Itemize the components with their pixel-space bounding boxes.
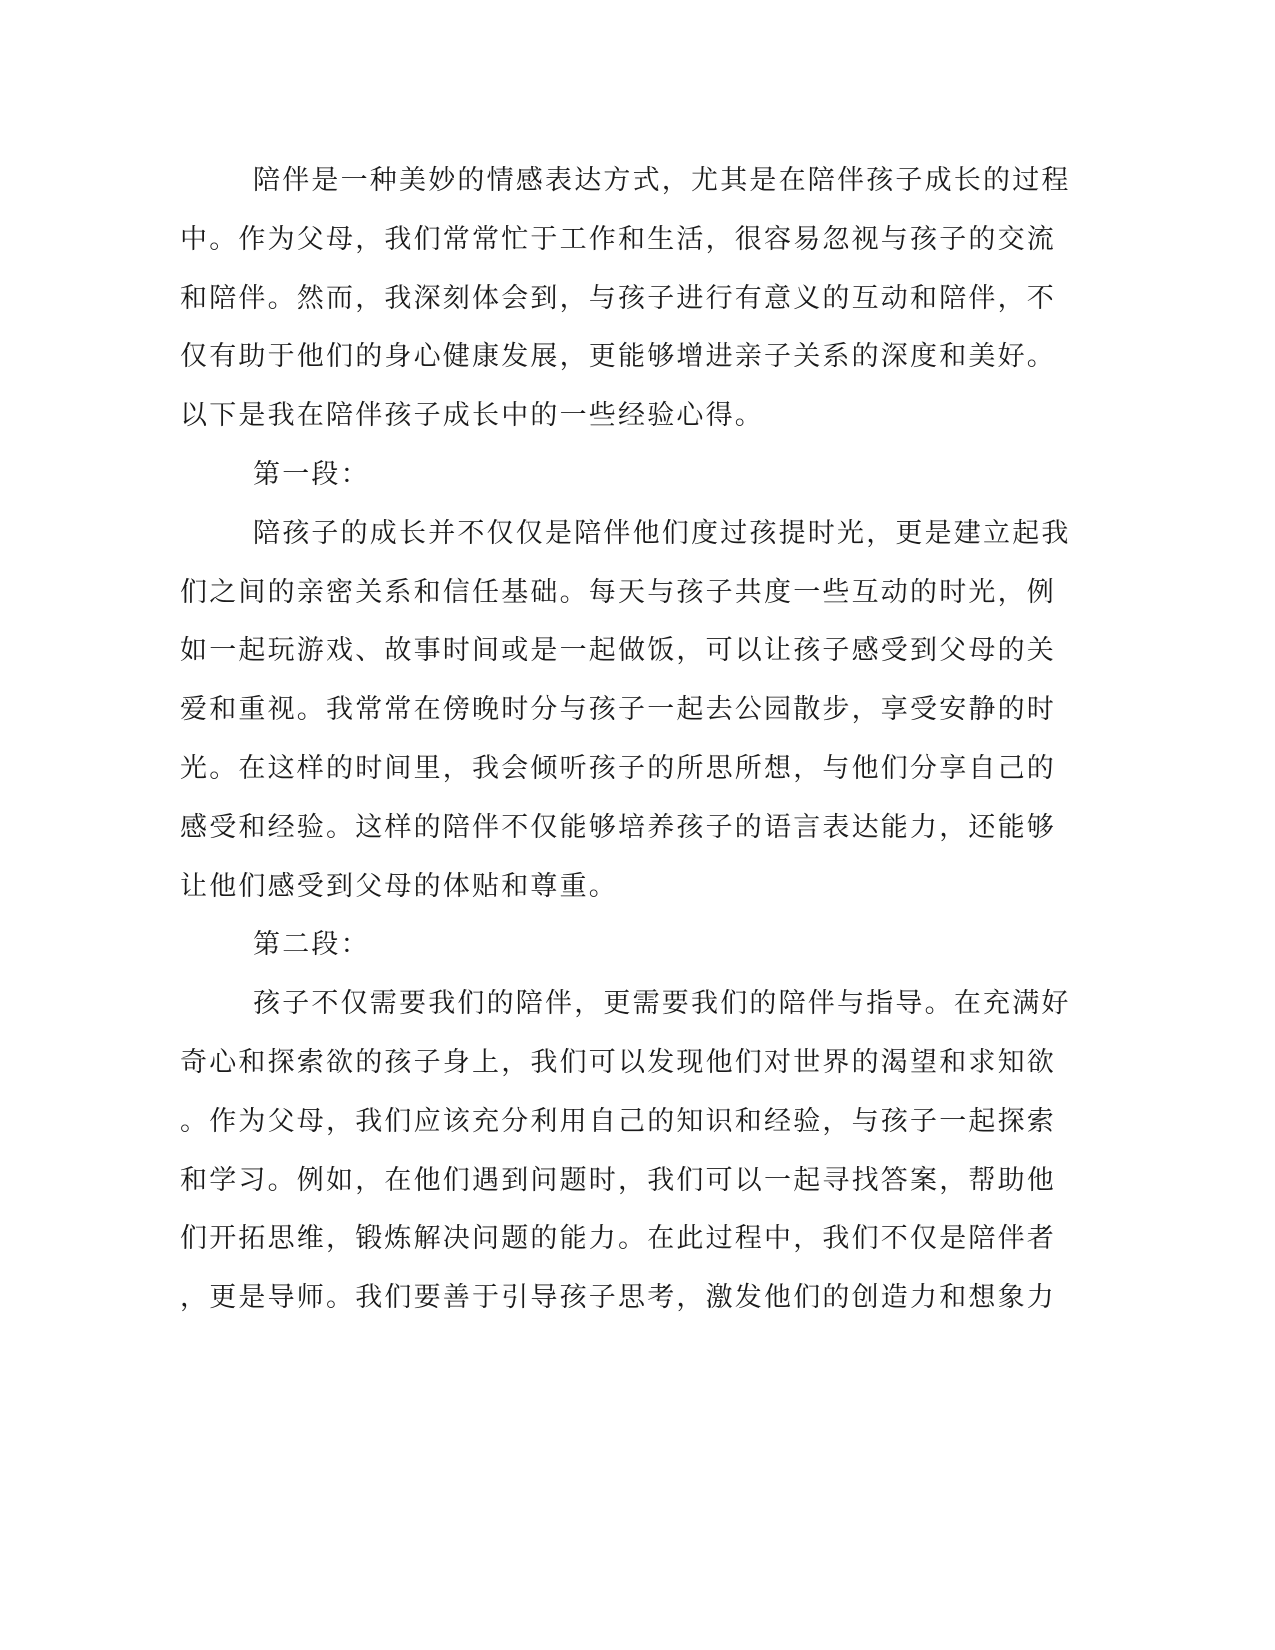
text-line: 们之间的亲密关系和信任基础。每天与孩子共度一些互动的时光，例 <box>180 576 1056 608</box>
text-line: 光。在这样的时间里，我会倾听孩子的所思所想，与他们分享自己的 <box>180 752 1056 784</box>
section-heading-2: 第二段： <box>253 929 370 961</box>
document-page <box>180 152 1071 1328</box>
text-line: 爱和重视。我常常在傍晚时分与孩子一起去公园散步，享受安静的时 <box>180 694 1056 726</box>
text-line: 陪伴是一种美妙的情感表达方式，尤其是在陪伴孩子成长的过程 <box>253 165 1071 196</box>
text-line: 奇心和探索欲的孩子身上，我们可以发现他们对世界的渴望和求知欲 <box>180 1046 1056 1078</box>
text-line: 中。作为父母，我们常常忙于工作和生活，很容易忽视与孩子的交流 <box>180 223 1056 255</box>
text-line: 和学习。例如，在他们遇到问题时，我们可以一起寻找答案，帮助他 <box>180 1164 1056 1196</box>
text-line: 。作为父母，我们应该充分利用自己的知识和经验，与孩子一起探索 <box>180 1105 1056 1137</box>
text-line: 和陪伴。然而，我深刻体会到，与孩子进行有意义的互动和陪伴，不 <box>180 282 1056 314</box>
text-line: 陪孩子的成长并不仅仅是陪伴他们度过孩提时光，更是建立起我 <box>253 517 1071 549</box>
section-heading-1: 第一段： <box>253 458 370 490</box>
text-line: ，更是导师。我们要善于引导孩子思考，激发他们的创造力和想象力 <box>180 1282 1056 1314</box>
text-line: 如一起玩游戏、故事时间或是一起做饭，可以让孩子感受到父母的关 <box>180 635 1056 667</box>
text-line: 们开拓思维，锻炼解决问题的能力。在此过程中，我们不仅是陪伴者 <box>180 1223 1056 1255</box>
text-line: 孩子不仅需要我们的陪伴，更需要我们的陪伴与指导。在充满好 <box>253 988 1071 1020</box>
text-line: 让他们感受到父母的体贴和尊重。 <box>180 870 618 902</box>
text-line: 以下是我在陪伴孩子成长中的一些经验心得。 <box>180 400 764 432</box>
text-line: 感受和经验。这样的陪伴不仅能够培养孩子的语言表达能力，还能够 <box>180 811 1056 843</box>
text-line: 仅有助于他们的身心健康发展，更能够增进亲子关系的深度和美好。 <box>180 341 1056 373</box>
